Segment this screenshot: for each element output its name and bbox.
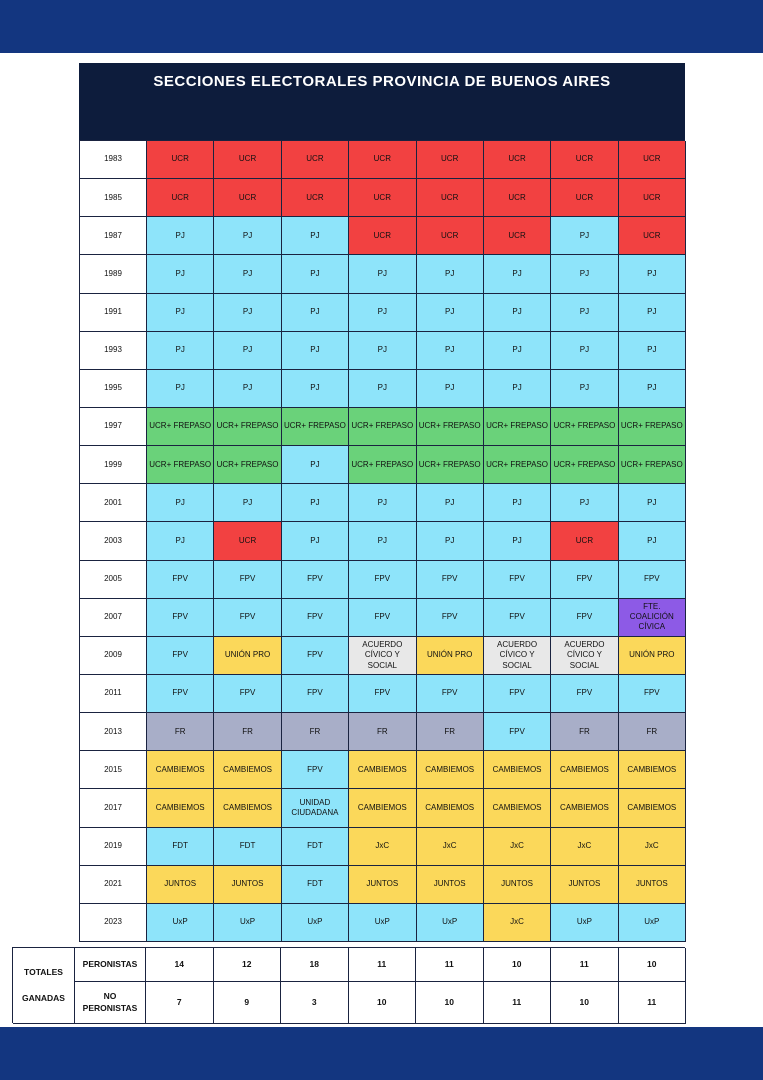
result-cell-quinta: CAMBIEMOS [417,789,484,827]
result-cell-octava: JxC [619,828,686,866]
totals-label-top: TOTALES [24,967,63,978]
result-cell-segunda: PJ [214,294,281,332]
result-cell-tercera: UCR [282,179,349,217]
peronistas-total-octava: 10 [619,948,687,982]
result-cell-septima: PJ [551,370,618,408]
year-cell: 2011 [80,675,147,713]
result-cell-tercera: UxP [282,904,349,942]
peronistas-total-tercera: 18 [281,948,349,982]
result-cell-segunda: FPV [214,561,281,599]
result-cell-primera: FPV [147,675,214,713]
result-cell-quinta: FPV [417,561,484,599]
result-cell-primera: FDT [147,828,214,866]
result-cell-sexta: JUNTOS [484,866,551,904]
result-cell-septima: FR [551,713,618,751]
result-cell-octava: UCR+ FREPASO [619,408,686,446]
result-cell-septima: PJ [551,217,618,255]
result-cell-segunda: UCR [214,522,281,560]
result-cell-sexta: UCR [484,141,551,179]
peronistas-label: PERONISTAS [75,948,146,982]
result-cell-sexta: ACUERDO CÍVICO Y SOCIAL [484,637,551,675]
result-cell-sexta: UCR+ FREPASO [484,446,551,484]
result-cell-cuarta: PJ [349,484,416,522]
result-cell-segunda: UCR [214,179,281,217]
result-cell-quinta: PJ [417,522,484,560]
results-table [79,140,685,942]
result-cell-tercera: FR [282,713,349,751]
result-cell-segunda: UCR+ FREPASO [214,408,281,446]
result-cell-tercera: FDT [282,866,349,904]
no-peronistas-total-segunda: 9 [214,982,282,1024]
no-peronistas-total-tercera: 3 [281,982,349,1024]
result-cell-septima: ACUERDO CÍVICO Y SOCIAL [551,637,618,675]
result-cell-septima: CAMBIEMOS [551,751,618,789]
result-cell-octava: PJ [619,332,686,370]
year-cell: 2015 [80,751,147,789]
totals-label [13,948,75,1024]
result-cell-segunda: JUNTOS [214,866,281,904]
result-cell-octava: UCR+ FREPASO [619,446,686,484]
result-cell-segunda: UCR [214,141,281,179]
result-cell-primera: PJ [147,255,214,293]
result-cell-octava: UCR [619,217,686,255]
bottom-banner [0,1027,763,1080]
result-cell-sexta: FPV [484,675,551,713]
result-cell-sexta: FPV [484,599,551,637]
result-cell-segunda: PJ [214,370,281,408]
peronistas-total-segunda: 12 [214,948,282,982]
result-cell-octava: UxP [619,904,686,942]
result-cell-tercera: UCR [282,141,349,179]
result-cell-septima: PJ [551,294,618,332]
result-cell-octava: UNIÓN PRO [619,637,686,675]
result-cell-quinta: PJ [417,332,484,370]
result-cell-primera: UxP [147,904,214,942]
result-cell-septima: PJ [551,484,618,522]
year-cell: 2013 [80,713,147,751]
result-cell-tercera: PJ [282,332,349,370]
result-cell-primera: FPV [147,561,214,599]
result-cell-octava: JUNTOS [619,866,686,904]
result-cell-primera: UCR [147,179,214,217]
result-cell-octava: FTE. COALICIÓN CÍVICA [619,599,686,637]
result-cell-septima: FPV [551,599,618,637]
result-cell-primera: CAMBIEMOS [147,789,214,827]
year-cell: 1989 [80,255,147,293]
table-header-block [79,63,685,140]
result-cell-cuarta: UCR [349,217,416,255]
no-peronistas-total-sexta: 11 [484,982,552,1024]
result-cell-quinta: UxP [417,904,484,942]
result-cell-segunda: UCR+ FREPASO [214,446,281,484]
result-cell-octava: PJ [619,294,686,332]
result-cell-segunda: PJ [214,484,281,522]
result-cell-quinta: FPV [417,599,484,637]
result-cell-octava: UCR [619,141,686,179]
result-cell-primera: JUNTOS [147,866,214,904]
no-peronistas-total-primera: 7 [146,982,214,1024]
result-cell-cuarta: UCR [349,141,416,179]
result-cell-cuarta: PJ [349,370,416,408]
result-cell-primera: UCR [147,141,214,179]
result-cell-sexta: PJ [484,255,551,293]
result-cell-sexta: UCR [484,179,551,217]
result-cell-tercera: PJ [282,217,349,255]
result-cell-cuarta: JUNTOS [349,866,416,904]
result-cell-octava: FPV [619,675,686,713]
result-cell-tercera: FPV [282,561,349,599]
result-cell-primera: PJ [147,484,214,522]
year-cell: 2003 [80,522,147,560]
result-cell-sexta: PJ [484,294,551,332]
result-cell-cuarta: UCR [349,179,416,217]
result-cell-tercera: PJ [282,294,349,332]
result-cell-segunda: UxP [214,904,281,942]
year-cell: 2021 [80,866,147,904]
result-cell-quinta: UNIÓN PRO [417,637,484,675]
no-peronistas-total-octava: 11 [619,982,687,1024]
result-cell-primera: PJ [147,332,214,370]
result-cell-septima: FPV [551,675,618,713]
result-cell-sexta: UCR+ FREPASO [484,408,551,446]
result-cell-octava: PJ [619,370,686,408]
result-cell-septima: UxP [551,904,618,942]
result-cell-octava: CAMBIEMOS [619,751,686,789]
result-cell-septima: JUNTOS [551,866,618,904]
result-cell-quinta: PJ [417,294,484,332]
result-cell-quinta: CAMBIEMOS [417,751,484,789]
year-cell: 2001 [80,484,147,522]
result-cell-cuarta: ACUERDO CÍVICO Y SOCIAL [349,637,416,675]
result-cell-sexta: PJ [484,484,551,522]
result-cell-primera: FPV [147,599,214,637]
result-cell-sexta: JxC [484,828,551,866]
result-cell-cuarta: PJ [349,255,416,293]
result-cell-primera: PJ [147,217,214,255]
peronistas-total-quinta: 11 [416,948,484,982]
result-cell-sexta: PJ [484,332,551,370]
result-cell-segunda: CAMBIEMOS [214,751,281,789]
result-cell-segunda: PJ [214,332,281,370]
result-cell-segunda: FR [214,713,281,751]
result-cell-septima: UCR [551,522,618,560]
result-cell-tercera: UNIDAD CIUDADANA [282,789,349,827]
result-cell-septima: JxC [551,828,618,866]
year-cell: 2009 [80,637,147,675]
result-cell-sexta: UCR [484,217,551,255]
totals-label-bottom: GANADAS [22,992,65,1003]
result-cell-septima: PJ [551,332,618,370]
result-cell-cuarta: CAMBIEMOS [349,789,416,827]
result-cell-segunda: CAMBIEMOS [214,789,281,827]
result-cell-sexta: CAMBIEMOS [484,789,551,827]
result-cell-tercera: PJ [282,522,349,560]
result-cell-primera: FPV [147,637,214,675]
result-cell-tercera: PJ [282,255,349,293]
no-peronistas-total-cuarta: 10 [349,982,417,1024]
result-cell-primera: FR [147,713,214,751]
result-cell-tercera: FPV [282,637,349,675]
result-cell-quinta: FPV [417,675,484,713]
result-cell-septima: UCR [551,179,618,217]
result-cell-segunda: FPV [214,599,281,637]
result-cell-sexta: PJ [484,522,551,560]
result-cell-primera: PJ [147,522,214,560]
result-cell-cuarta: UxP [349,904,416,942]
no-peronistas-total-quinta: 10 [416,982,484,1024]
year-cell: 2019 [80,828,147,866]
year-cell: 2017 [80,789,147,827]
result-cell-quinta: PJ [417,255,484,293]
year-cell: 1985 [80,179,147,217]
peronistas-total-septima: 11 [551,948,619,982]
no-peronistas-total-septima: 10 [551,982,619,1024]
year-cell: 2005 [80,561,147,599]
result-cell-segunda: PJ [214,217,281,255]
result-cell-septima: UCR+ FREPASO [551,446,618,484]
result-cell-tercera: FPV [282,599,349,637]
result-cell-octava: PJ [619,522,686,560]
result-cell-primera: UCR+ FREPASO [147,408,214,446]
result-cell-cuarta: FR [349,713,416,751]
result-cell-octava: FPV [619,561,686,599]
result-cell-quinta: UCR [417,179,484,217]
year-cell: 1997 [80,408,147,446]
result-cell-sexta: PJ [484,370,551,408]
result-cell-quinta: PJ [417,370,484,408]
result-cell-septima: UCR [551,141,618,179]
result-cell-tercera: FPV [282,675,349,713]
result-cell-tercera: PJ [282,370,349,408]
result-cell-septima: UCR+ FREPASO [551,408,618,446]
year-cell: 2007 [80,599,147,637]
result-cell-quinta: UCR [417,217,484,255]
year-cell: 1991 [80,294,147,332]
result-cell-quinta: UCR [417,141,484,179]
result-cell-cuarta: CAMBIEMOS [349,751,416,789]
result-cell-cuarta: JxC [349,828,416,866]
top-banner [0,0,763,53]
result-cell-primera: PJ [147,294,214,332]
result-cell-segunda: UNIÓN PRO [214,637,281,675]
result-cell-octava: CAMBIEMOS [619,789,686,827]
result-cell-octava: FR [619,713,686,751]
result-cell-quinta: JxC [417,828,484,866]
result-cell-octava: PJ [619,255,686,293]
year-cell: 1999 [80,446,147,484]
result-cell-tercera: PJ [282,484,349,522]
result-cell-segunda: PJ [214,255,281,293]
result-cell-tercera: UCR+ FREPASO [282,408,349,446]
result-cell-tercera: PJ [282,446,349,484]
result-cell-octava: PJ [619,484,686,522]
result-cell-septima: CAMBIEMOS [551,789,618,827]
result-cell-sexta: CAMBIEMOS [484,751,551,789]
result-cell-quinta: PJ [417,484,484,522]
no-peronistas-label: NO PERONISTAS [75,982,146,1024]
result-cell-cuarta: FPV [349,599,416,637]
result-cell-quinta: FR [417,713,484,751]
year-cell: 1995 [80,370,147,408]
result-cell-segunda: FDT [214,828,281,866]
result-cell-sexta: JxC [484,904,551,942]
peronistas-total-sexta: 10 [484,948,552,982]
table-title: SECCIONES ELECTORALES PROVINCIA DE BUENOS AIRES [153,73,611,90]
result-cell-cuarta: FPV [349,675,416,713]
result-cell-quinta: UCR+ FREPASO [417,446,484,484]
result-cell-sexta: FPV [484,561,551,599]
result-cell-octava: UCR [619,179,686,217]
result-cell-cuarta: FPV [349,561,416,599]
year-cell: 1983 [80,141,147,179]
result-cell-cuarta: PJ [349,332,416,370]
year-cell: 1993 [80,332,147,370]
result-cell-primera: CAMBIEMOS [147,751,214,789]
result-cell-septima: FPV [551,561,618,599]
result-cell-septima: PJ [551,255,618,293]
result-cell-quinta: JUNTOS [417,866,484,904]
result-cell-cuarta: PJ [349,294,416,332]
result-cell-sexta: FPV [484,713,551,751]
result-cell-primera: UCR+ FREPASO [147,446,214,484]
result-cell-cuarta: PJ [349,522,416,560]
peronistas-total-primera: 14 [146,948,214,982]
result-cell-quinta: UCR+ FREPASO [417,408,484,446]
peronistas-total-cuarta: 11 [349,948,417,982]
year-cell: 2023 [80,904,147,942]
result-cell-tercera: FDT [282,828,349,866]
totals-table [12,947,685,1023]
result-cell-cuarta: UCR+ FREPASO [349,408,416,446]
year-cell: 1987 [80,217,147,255]
result-cell-segunda: FPV [214,675,281,713]
result-cell-cuarta: UCR+ FREPASO [349,446,416,484]
result-cell-tercera: FPV [282,751,349,789]
result-cell-primera: PJ [147,370,214,408]
